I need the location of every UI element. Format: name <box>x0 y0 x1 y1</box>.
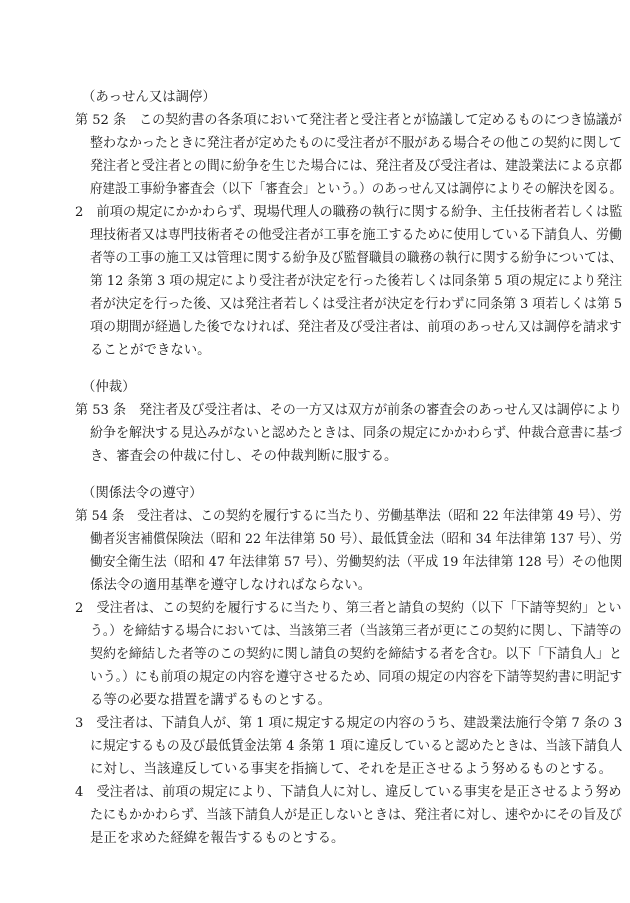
article-52-para-2-line: ることができない。 <box>90 343 211 358</box>
article-54-para-3-line: に規定するもの及び最低賃金法第 4 条第 1 項に違反していると認めたときは、当該下請負人 <box>90 739 623 754</box>
article-52-para-2-line: 者が決定を行った後、又は発注者若しくは受注者が決定を行わずに同条第 3 項若しくは第 5 <box>90 297 623 312</box>
article-54-para-4-line: 4 受注者は、前項の規定により、下請負人に対し、違反している事実を是正させるよう努め <box>75 785 622 800</box>
article-54-para-3-line: に対し、当該違反している事実を指摘して、それを是正させるよう努めるものとする。 <box>90 762 612 777</box>
article-54-para-2-line: 契約を締結した者等のこの契約に関し請負の契約を締結する者を含む。以下「下請負人」と <box>90 647 623 662</box>
article-52-para-1-line: 整わなかったときに発注者が定めたものに受注者が不服がある場合その他この契約に関して <box>90 136 623 151</box>
article-52-para-2-line: 者等の工事の施工又は管理に関する紛争及び監督職員の職務の執行に関する紛争については、 <box>90 251 623 266</box>
article-54-heading: （関係法令の遵守） <box>82 486 203 501</box>
article-53-para-1-line: 紛争を解決する見込みがないと認めたときは、同条の規定にかかわらず、仲裁合意書に基づ <box>90 426 622 441</box>
article-52-para-2-line: 2 前項の規定にかかわらず、現場代理人の職務の執行に関する紛争、主任技術者若しくは監 <box>75 205 623 220</box>
article-54-para-2-line: いう。）にも前項の規定の内容を遵守させるため、同項の規定の内容を下請等契約書に明記す <box>90 670 623 685</box>
article-54-para-2-line: う。）を締結する場合においては、当該第三者（当該第三者が更にこの契約に関し、下請等の <box>90 624 622 639</box>
article-53-para-1-line: き、審査会の仲裁に付し、その仲裁判断に服する。 <box>90 449 398 464</box>
article-52-para-1-line: 第 52 条 この契約書の各条項において発注者と受注者とが協議して定めるものにつき協議が <box>75 113 622 128</box>
article-52-para-2-line: 項の期間が経過した後でなければ、発注者及び受注者は、前項のあっせん又は調停を請求す <box>90 320 622 335</box>
article-54-para-4-line: 是正を求めた経緯を報告するものとする。 <box>90 831 345 846</box>
article-54-para-1-line: 第 54 条 受注者は、この契約を履行するに当たり、労働基準法（昭和 22 年法律第 49 号）、労 <box>75 509 622 524</box>
article-53-heading: （仲裁） <box>82 380 136 395</box>
article-52-para-1-line: 府建設工事紛争審査会（以下「審査会」という。）のあっせん又は調停によりその解決を図る。 <box>90 182 622 197</box>
article-52-para-2-line: 第 12 条第 3 項の規定により受注者が決定を行った後若しくは同条第 5 項の規定により発注 <box>90 274 623 289</box>
article-52-heading: （あっせん又は調停） <box>82 90 216 105</box>
article-52-para-1-line: 発注者と受注者との間に紛争を生じた場合には、発注者及び受注者は、建設業法による京都 <box>90 159 623 174</box>
article-52-para-2-line: 理技術者又は専門技術者その他受注者が工事を施工するために使用している下請負人、労働 <box>90 228 623 243</box>
article-54-para-2-line: る等の必要な措置を講ずるものとする。 <box>90 693 332 708</box>
article-53-para-1-line: 第 53 条 発注者及び受注者は、その一方又は双方が前条の審査会のあっせん又は調停により <box>75 403 623 418</box>
article-54-para-3-line: 3 受注者は、下請負人が、第 1 項に規定する規定の内容のうち、建設業法施行令第 7 条の 3 <box>75 716 623 731</box>
article-54-para-1-line: 係法令の適用基準を遵守しなければならない。 <box>90 578 372 593</box>
article-54-para-1-line: 働者災害補償保険法（昭和 22 年法律第 50 号）、最低賃金法（昭和 34 年法律第 137 号）、労 <box>90 532 622 547</box>
article-54-para-1-line: 働安全衛生法（昭和 47 年法律第 57 号）、労働契約法（平成 19 年法律第 128 号）その他関 <box>90 555 623 570</box>
article-54-para-2-line: 2 受注者は、この契約を履行するに当たり、第三者と請負の契約（以下「下請等契約」とい <box>75 601 622 616</box>
article-54-para-4-line: たにもかかわらず、当該下請負人が是正しないときは、発注者に対し、速やかにその旨及び <box>90 808 622 823</box>
